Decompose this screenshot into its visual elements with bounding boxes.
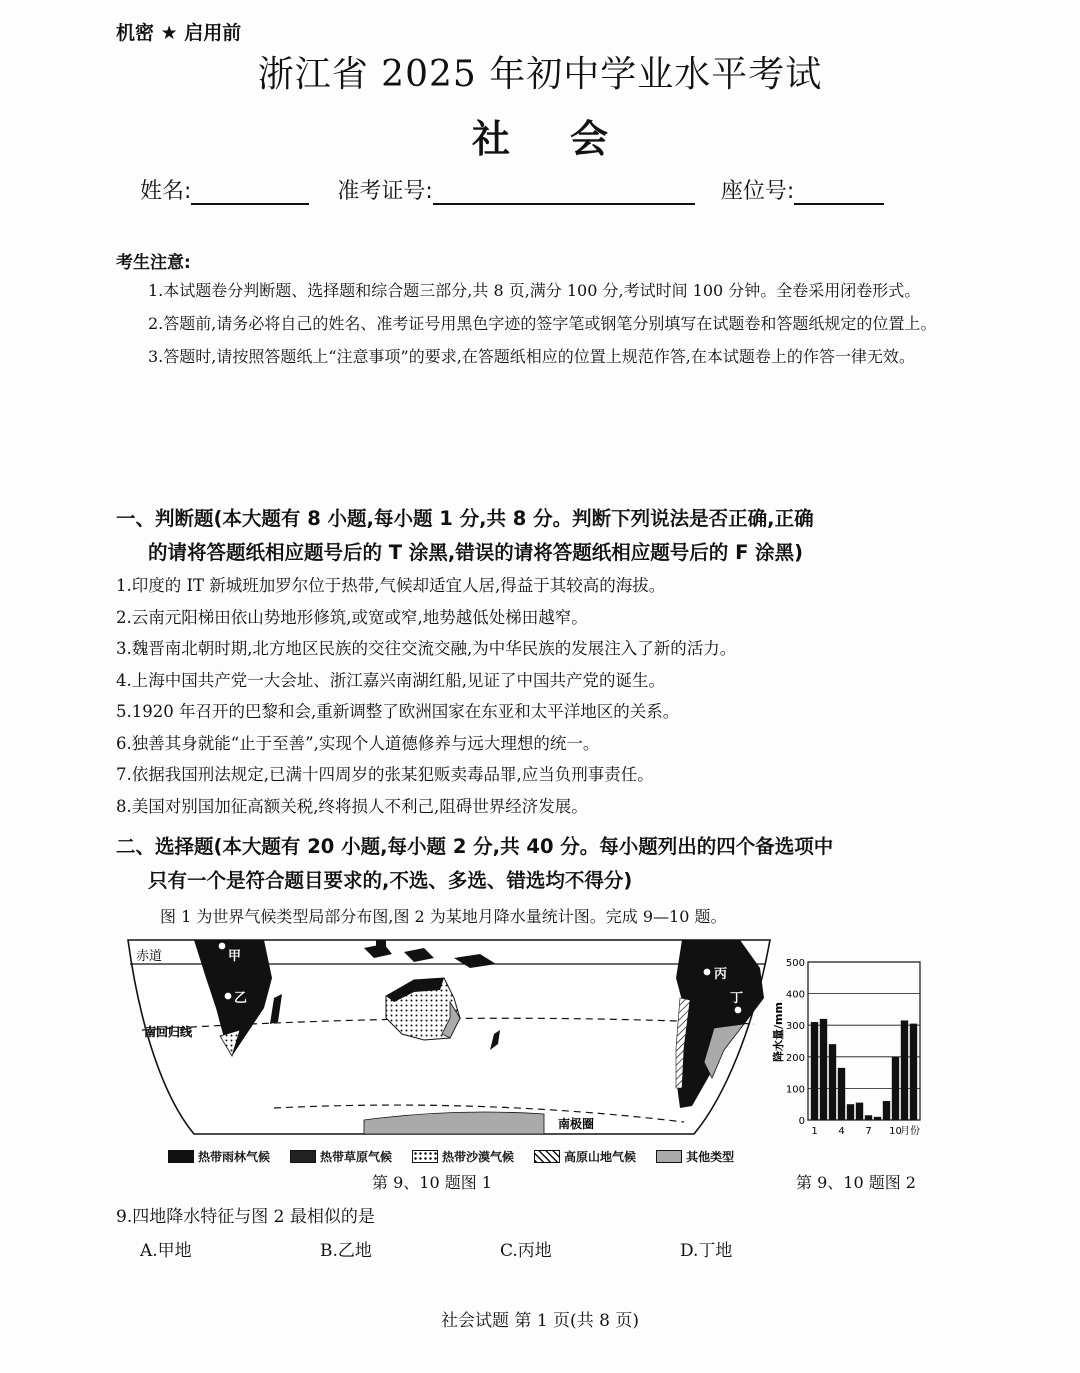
subject-title: 社会: [471, 116, 668, 161]
notice-body: [116, 274, 946, 373]
section1-heading-line2: 的请将答题纸相应题号后的 T 涂黑,错误的请将答题纸相应题号后的 F 涂黑): [148, 541, 804, 564]
legend-label: 高原山地气候: [564, 1150, 637, 1164]
seat-blank: [794, 179, 884, 205]
chart-bar-month-1: [811, 1022, 818, 1120]
legend-label: 其他类型: [686, 1150, 735, 1164]
exam-title: 浙江省 2025 年初中学业水平考试: [257, 54, 823, 95]
section1-heading-line1: 一、判断题(本大题有 8 小题,每小题 1 分,共 8 分。判断下列说法是否正确,正确: [116, 507, 814, 530]
point-bing-label: 丙: [714, 967, 728, 982]
legend-swatch-savanna: [290, 1150, 316, 1163]
chart-xtick-label: 10: [889, 1126, 902, 1137]
question: 6.独善其身就能“止于至善”,实现个人道德修养与远大理想的统一。: [116, 733, 600, 753]
chart-ylabel: 降水量/mm: [772, 1002, 785, 1062]
map-legend: [168, 1148, 768, 1165]
name-label: 姓名:: [140, 179, 192, 204]
figure2-caption: 第 9、10 题图 2: [796, 1173, 916, 1192]
chart-bar-month-5: [847, 1104, 854, 1120]
exam-id-blank: [433, 179, 695, 205]
chart-ytick-label: 0: [798, 1116, 805, 1127]
question: 1.印度的 IT 新城班加罗尔位于热带,气候却适宜人居,得益于其较高的海拔。: [116, 576, 666, 595]
question: 5.1920 年召开的巴黎和会,重新调整了欧洲国家在东亚和太平洋地区的关系。: [116, 702, 680, 721]
exam-id-label: 准考证号:: [337, 179, 433, 204]
legend-swatch-rainforest: [168, 1150, 194, 1163]
point-jia-label: 甲: [228, 949, 242, 964]
tropic-label: 南回归线: [144, 1025, 193, 1039]
chart-bar-month-10: [892, 1057, 899, 1120]
name-blank: [191, 179, 309, 205]
confidential-mark: 机密 ★ 启用前: [116, 22, 242, 44]
question: 7.依据我国刑法规定,已满十四周岁的张某犯贩卖毒品罪,应当负刑事责任。: [116, 765, 654, 784]
option-c: C.丙地: [500, 1241, 552, 1261]
option-a: A.甲地: [140, 1241, 192, 1261]
equator-label: 赤道: [136, 949, 163, 964]
chart-bar-month-7: [865, 1115, 872, 1120]
legend-label: 热带草原气候: [320, 1150, 393, 1164]
chart-bar-month-4: [838, 1068, 845, 1120]
chart-bar-month-2: [820, 1019, 827, 1120]
chart-xunit-label: 月份: [900, 1126, 920, 1137]
question-9-options: [140, 1236, 860, 1261]
figure-intro: 图 1 为世界气候类型局部分布图,图 2 为某地月降水量统计图。完成 9—10 题。: [160, 907, 727, 926]
notice-item: 1.本试题卷分判断题、选择题和综合题三部分,共 8 页,满分 100 分,考试时间 100 分钟。全卷采用闭卷形式。: [148, 281, 921, 300]
climate-map-svg: [124, 938, 774, 1138]
chart-bar-month-6: [856, 1103, 863, 1120]
climate-map: [124, 938, 774, 1138]
question-9-stem: 9.四地降水特征与图 2 最相似的是: [116, 1207, 375, 1227]
notice-item: 2.答题前,请务必将自己的姓名、准考证号用黑色字迹的签字笔或钢笔分别填写在试题卷和答题纸规定的位置上。: [148, 314, 937, 333]
chart-ytick-label: 500: [785, 958, 805, 969]
notice-item: 3.答题时,请按照答题纸上“注意事项”的要求,在答题纸相应的位置上规范作答,在本试题卷上的作答一律无效。: [148, 347, 915, 366]
section2-heading-line2: 只有一个是符合题目要求的,不选、多选、错选均不得分): [148, 869, 633, 892]
chart-xtick-label: 1: [811, 1126, 818, 1137]
notice-heading: 考生注意:: [116, 253, 191, 273]
section2-heading: [116, 830, 946, 898]
chart-bar-month-11: [901, 1020, 908, 1120]
chart-ytick-label: 200: [785, 1052, 805, 1064]
figure1-caption: 第 9、10 题图 1: [372, 1173, 492, 1192]
precipitation-chart-svg: [770, 952, 930, 1142]
legend-item: [534, 1148, 636, 1165]
chart-bar-month-8: [874, 1117, 881, 1120]
chart-ytick-label: 100: [785, 1084, 805, 1096]
legend-label: 热带雨林气候: [198, 1150, 271, 1164]
question: 3.魏晋南北朝时期,北方地区民族的交往交流交融,为中华民族的发展注入了新的活力。: [116, 639, 737, 658]
question: 2.云南元阳梯田依山势地形修筑,或宽或窄,地势越低处梯田越窄。: [116, 607, 588, 627]
section1-questions: [116, 570, 946, 822]
point-bing-marker: [703, 968, 711, 976]
chart-xtick-label: 4: [838, 1126, 845, 1137]
chart-ytick-label: 400: [785, 989, 805, 1001]
point-yi-label: 乙: [234, 991, 248, 1006]
point-ding-marker: [734, 1006, 742, 1014]
point-ding-label: 丁: [730, 991, 744, 1006]
option-b: B.乙地: [320, 1241, 372, 1261]
candidate-fields: [140, 174, 940, 205]
chart-bar-month-9: [883, 1101, 890, 1120]
point-jia-marker: [218, 942, 226, 950]
point-yi-marker: [224, 992, 232, 1000]
legend-item: [168, 1148, 270, 1165]
seat-label: 座位号:: [720, 179, 795, 204]
legend-item: [656, 1148, 734, 1165]
legend-swatch-other: [656, 1150, 682, 1163]
legend-item: [290, 1148, 392, 1165]
option-d: D.丁地: [680, 1241, 733, 1261]
antarctic-label: 南极圈: [558, 1117, 595, 1131]
question: 8.美国对别国加征高额关税,终将损人不利己,阻碍世界经济发展。: [116, 796, 588, 816]
chart-xtick-label: 7: [865, 1126, 872, 1137]
chart-bar-month-12: [910, 1024, 917, 1120]
legend-label: 热带沙漠气候: [442, 1150, 515, 1164]
chart-bar-month-3: [829, 1044, 836, 1120]
precipitation-chart: [770, 952, 930, 1142]
legend-item: [412, 1148, 514, 1165]
legend-swatch-desert: [412, 1150, 438, 1163]
question: 4.上海中国共产党一大会址、浙江嘉兴南湖红船,见证了中国共产党的诞生。: [116, 670, 665, 690]
island-shape: [376, 940, 386, 952]
page-footer: 社会试题 第 1 页(共 8 页): [441, 1311, 639, 1331]
chart-ytick-label: 300: [785, 1021, 805, 1033]
section2-heading-line1: 二、选择题(本大题有 20 小题,每小题 2 分,共 40 分。每小题列出的四个备选项中: [116, 835, 834, 858]
section1-heading: [116, 502, 946, 570]
legend-swatch-highland: [534, 1150, 560, 1163]
